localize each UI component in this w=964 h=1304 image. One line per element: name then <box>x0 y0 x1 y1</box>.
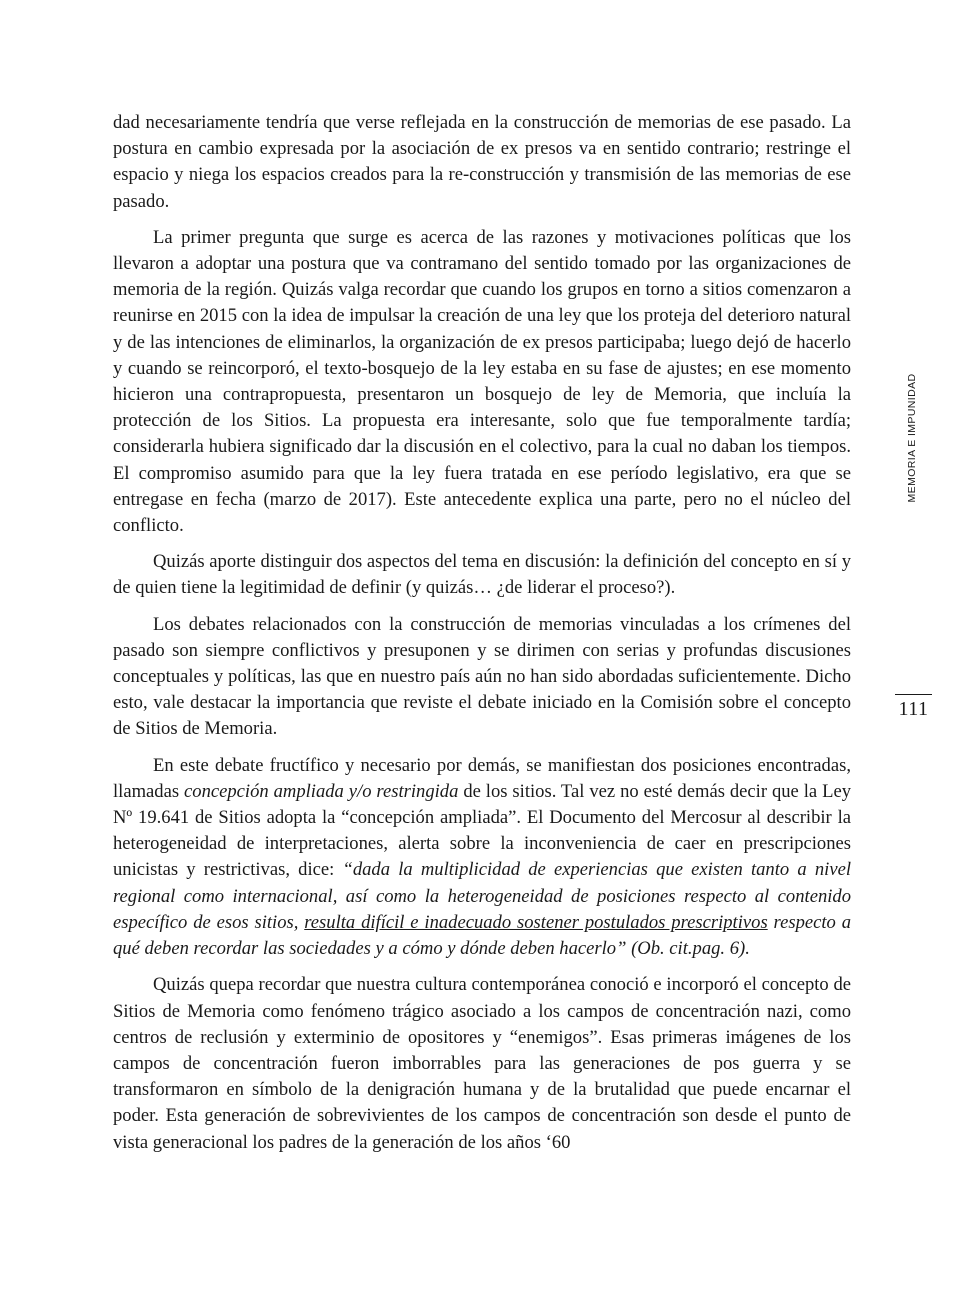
paragraph-5-middle: de los sitios. Tal vez no esté demás decir que la Ley Nº 19.641 de Sitios adopta la “concepción ampliada”. El Documento del Mercosur al describir la heterogeneidad de interpretaciones, alerta sobre la inconveniencia de caer en prescripciones unicistas y restrictivas, dice: <box>113 780 851 881</box>
paragraph-5-lead: En este debate fructífico y necesario por demás, se manifiestan dos posiciones encontradas, llamadas <box>113 754 851 802</box>
paragraph-5 <box>113 753 851 963</box>
paragraph-4: Los debates relacionados con la construcción de memorias vinculadas a los crímenes del pasado son siempre conflictivos y presuponen y se dirimen con serias y profundas discusiones conceptuales y políticas, las que en nuestro país aún no han sido abordadas suficientemente. Dicho esto, vale destacar la importancia que reviste el debate iniciado en la Comisión sobre el concepto de Sitios de Memoria. <box>113 613 851 740</box>
paragraph-2: La primer pregunta que surge es acerca de las razones y motivaciones políticas que los llevaron a adoptar una postura que va contramano del sentido tomado por las organizaciones de memoria de la región. Quizás valga recordar que cuando los grupos en torno a sitios comenzaron a reunirse en 2015 con la idea de impulsar la creación de una ley que los proteja del deterioro natural y de las intenciones de eliminarlos, la organización de ex presos participaba; luego dejó de hacerlo y cuando se reincorporó, el texto-bosquejo de la ley estaba en su fase de ajustes; en ese momento hicieron una contrapropuesta, presentaron un bosquejo de ley de Memoria, que incluía la protección de los Sitios. La propuesta era interesante, solo que fue temporalmente tardía; considerarla hubiera significado dar la discusión en el colectivo, para la cual no daban los tiempos. El compromiso asumido para que la ley fuera tratada en ese período legislativo, era que se entregase en fecha (marzo de 2017). Este antecedente explica una parte, pero no el núcleo del conflicto. <box>113 226 851 537</box>
body-text <box>113 110 851 1166</box>
paragraph-5-italic-term: concepción ampliada y/o restringida <box>184 780 459 802</box>
page-number-rule <box>895 694 932 695</box>
running-head-text: MEMORIA E IMPUNIDAD <box>906 373 918 503</box>
paragraph-5-quote-end: respecto a qué deben recordar las sociedades y a cómo y dónde deben hacerlo” (Ob. cit.pag. 6). <box>113 911 851 960</box>
paragraph-5-quote-start: “dada la multiplicidad de experiencias que existen tanto a nivel regional como internacional, así como la heterogeneidad de posiciones respecto al contenido específico de esos sitios, <box>113 859 851 933</box>
paragraph-1: dad necesariamente tendría que verse reflejada en la construcción de memorias de ese pasado. La postura en cambio expresada por la asociación de ex presos va en sentido contrario; restringe el espacio y niega los espacios creados para la re-construcción y transmisión de las memorias de ese pasado. <box>113 112 851 212</box>
paragraph-6: Quizás quepa recordar que nuestra cultura contemporánea conoció e incorporó el concepto de Sitios de Memoria como fenómeno trágico asociado a los campos de concentración nazi, como centros de reclusión y exterminio de opositores y “enemigos”. Esas primeras imágenes de los campos de concentración fueron imborrables para las generaciones de pos guerra y se transformaron en símbolo de la denigración humana y de la brutalidad que puede encarnar el poder. Esta generación de sobrevivientes de los campos de concentración son desde el punto de vista generacional los padres de la generación de los años ‘60 <box>113 974 851 1153</box>
paragraph-3: Quizás aporte distinguir dos aspectos del tema en discusión: la definición del concepto en sí y de quien tiene la legitimidad de definir (y quizás… ¿de liderar el proceso?). <box>113 551 851 599</box>
page-number: 111 <box>898 698 929 720</box>
paragraph-5-quote-underlined: resulta difícil e inadecuado sostener postulados prescriptivos <box>304 911 768 933</box>
